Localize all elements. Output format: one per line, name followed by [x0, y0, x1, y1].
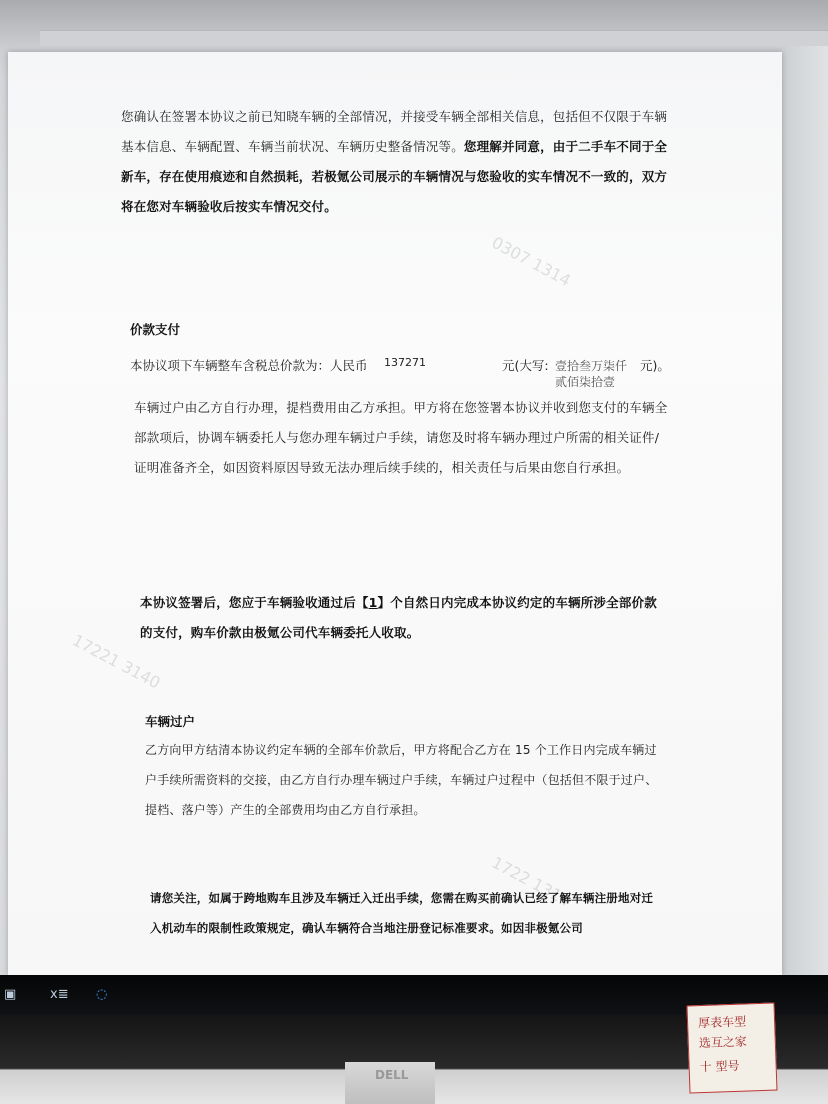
watermark: 17221 3140	[69, 630, 164, 693]
edge-icon[interactable]: ◌	[96, 987, 108, 1002]
paragraph-transfer-arrangement: 车辆过户由乙方自行办理，提档费用由乙方承担。甲方将在您签署本协议并收到您支付的车辆全部款项后，协调车辆委托人与您办理车辆过户手续，请您及时将车辆办理过户所需的相关证件/证明准备齐全，如因资料原因导致无法办理后续手续的，相关责任与后果由您自行承担。	[134, 400, 668, 475]
note-line: 厚表车型	[697, 1014, 747, 1031]
note-line: 十 型号	[699, 1058, 740, 1075]
window-chrome	[0, 0, 828, 46]
watermark: 1722 1314	[488, 852, 574, 911]
price-prefix: 本协议项下车辆整车含税总价款为：人民币	[130, 358, 368, 373]
note-line: 选互之家	[698, 1034, 748, 1051]
paragraph-transfer-process: 乙方向甲方结清本协议约定车辆的全部车价款后，甲方将配合乙方在 15 个工作日内完成车辆过户手续所需资料的交接，由乙方自行办理车辆过户手续，车辆过户过程中（包括但不限于过户、提档、落户等）产生的全部费用均由乙方自行承担。	[145, 743, 658, 817]
section-title-transfer: 车辆过户	[145, 714, 196, 729]
toolbar-strip	[40, 30, 828, 47]
paragraph-cross-region-notice: 请您关注，如属于跨地购车且涉及车辆迁入迁出手续，您需在购买前确认已经了解车辆注册地对迁入机动车的限制性政策规定，确认车辆符合当地注册登记标准要求。如因非极氪公司	[150, 891, 654, 935]
section-title-payment: 价款支付	[130, 322, 181, 337]
price-amount: 137271	[384, 356, 426, 369]
paragraph-payment-deadline: 本协议签署后，您应于车辆验收通过后【1】个自然日内完成本协议约定的车辆所涉全部价款的支付，购车价款由极氪公司代车辆委托人收取。	[140, 595, 657, 640]
excel-icon[interactable]: x≣	[50, 987, 69, 1002]
right-side-panel	[782, 46, 828, 975]
sticky-note	[686, 1002, 777, 1093]
windows-icon[interactable]: ▣	[4, 987, 17, 1002]
price-suffix-prefix: 元(大写:	[502, 358, 549, 373]
price-line	[130, 356, 690, 396]
monitor-brand-logo: DELL	[375, 1068, 409, 1082]
price-suffix: 元)。	[640, 358, 670, 373]
price-upper-case: 壹拾叁万柒仟	[555, 359, 628, 373]
paragraph-vehicle-condition: 您确认在签署本协议之前已知晓车辆的全部情况，并接受车辆全部相关信息，包括但不仅限于车辆基本信息、车辆配置、车辆当前状况、车辆历史整备情况等。您理解并同意，由于二手车不同于全新车，存在使用痕迹和自然损耗，若极氪公司展示的车辆情况与您验收的实车情况不一致的，双方将在您对车辆验收后按实车情况交付。	[121, 109, 668, 214]
price-upper-case-line2: 贰佰柒拾壹	[555, 375, 616, 389]
watermark: 0307 1314	[488, 232, 574, 291]
